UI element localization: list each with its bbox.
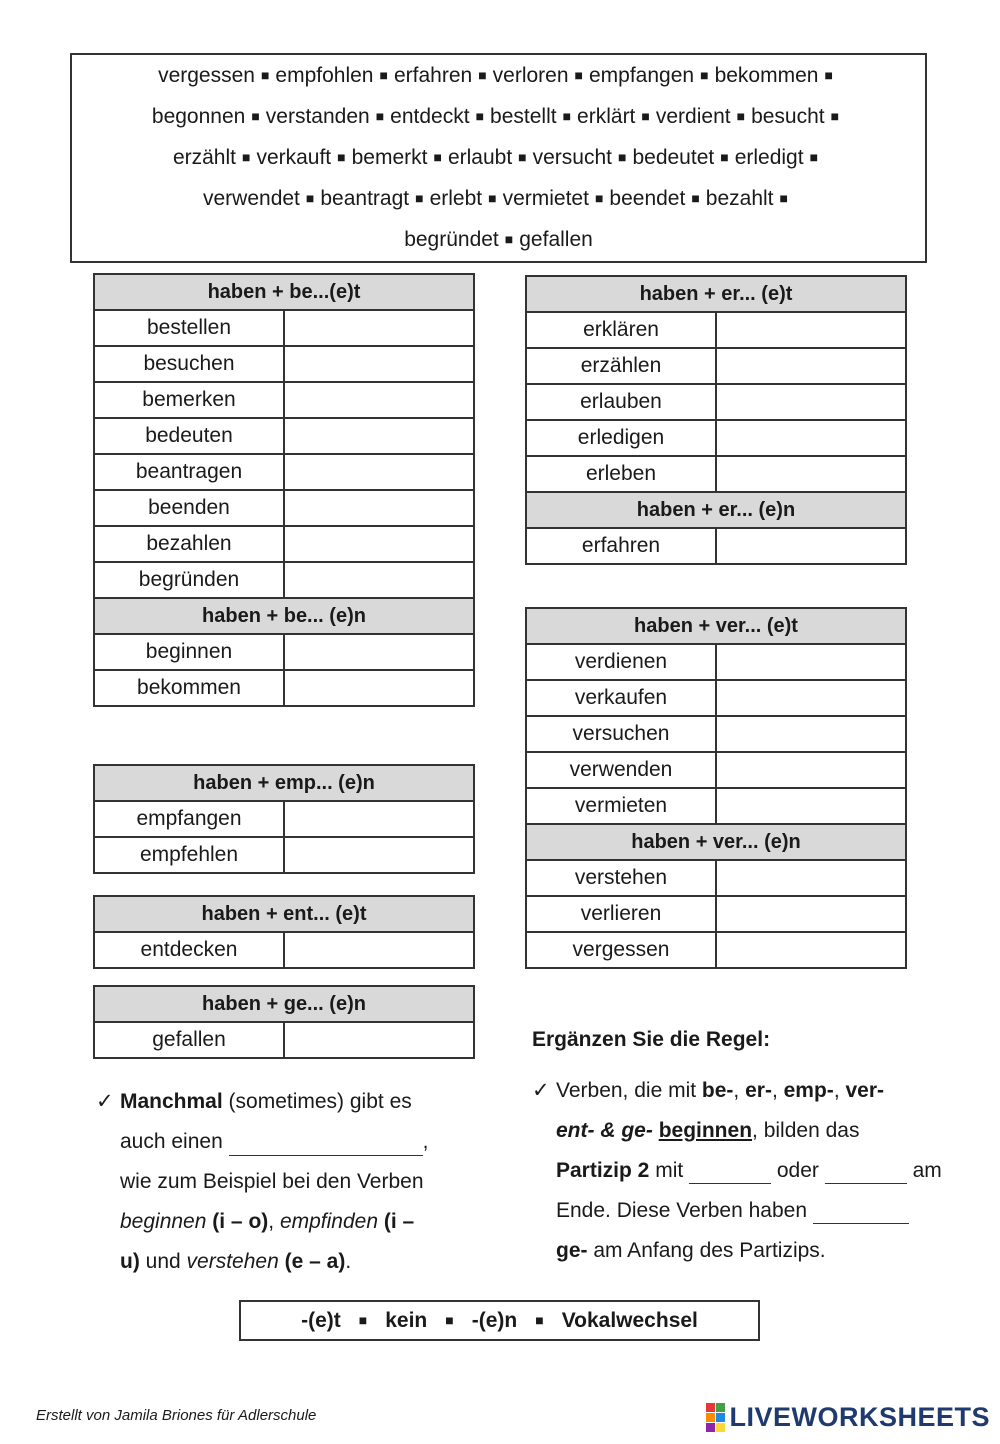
- word-bank-word: erklärt: [577, 104, 636, 128]
- table-be-et: [93, 273, 475, 707]
- option-word: -(e)t: [301, 1308, 341, 1332]
- separator-square: ■: [415, 189, 424, 206]
- participle-input[interactable]: [723, 682, 903, 714]
- participle-input[interactable]: [723, 314, 903, 346]
- word-bank-word: verdient: [655, 104, 731, 128]
- separator-square: ■: [260, 66, 270, 83]
- participle-input[interactable]: [723, 530, 903, 562]
- check-icon: ✓: [96, 1090, 114, 1113]
- participle-input[interactable]: [291, 384, 471, 416]
- logo-tile: [706, 1423, 715, 1432]
- participle-input[interactable]: [291, 1024, 471, 1056]
- separator-square: ■: [809, 148, 819, 165]
- table-row: [94, 1022, 474, 1058]
- separator-square: ■: [691, 189, 700, 206]
- verb-infinitive: verdienen: [526, 644, 716, 680]
- table-row: [94, 801, 474, 837]
- word-bank-word: verstanden: [265, 104, 370, 128]
- word-bank-word: entdeckt: [390, 104, 470, 128]
- participle-input[interactable]: [291, 420, 471, 452]
- prefix-be: be-: [701, 1079, 734, 1102]
- table-row: [526, 528, 906, 564]
- answer-cell: [284, 801, 474, 837]
- table-row: [94, 490, 474, 526]
- table-row: [94, 670, 474, 706]
- verb-infinitive: empfehlen: [94, 837, 284, 873]
- word-bank-word: begonnen: [151, 104, 246, 128]
- rule-text: ✓ Verben, die mit be-, er-, emp-, ver- ent- & ge- beginnen, bilden das Partizip 2 mit oder am Ende. Diese Verben haben ge- am Anfang des Partizips.: [532, 1071, 972, 1271]
- option-word: kein: [385, 1308, 428, 1332]
- blank-ending-1[interactable]: [689, 1160, 771, 1184]
- table-row: [94, 562, 474, 598]
- table-row: [526, 420, 906, 456]
- table-er: [525, 275, 907, 565]
- table-heading: haben + ge... (e)n: [94, 986, 474, 1022]
- answer-cell: [284, 418, 474, 454]
- note-vowels-2b: u): [120, 1250, 140, 1273]
- table-row: [94, 382, 474, 418]
- separator-square: ■: [478, 66, 487, 83]
- prefix-ge: ge-: [621, 1119, 653, 1142]
- separator-square: ■: [488, 189, 497, 206]
- separator-square: ■: [700, 66, 709, 83]
- table-heading: haben + be...(e)t: [94, 274, 474, 310]
- word-bank-word: beantragt: [320, 186, 410, 210]
- note-comma-2: ,: [268, 1210, 275, 1233]
- table-row: [526, 456, 906, 492]
- table-heading: haben + ver... (e)t: [526, 608, 906, 644]
- table-row: [94, 310, 474, 346]
- verb-infinitive: beginnen: [94, 634, 284, 670]
- word-bank-word: versucht: [532, 145, 612, 169]
- verb-infinitive: besuchen: [94, 346, 284, 382]
- participle-input[interactable]: [291, 528, 471, 560]
- separator-square: ■: [358, 1311, 368, 1328]
- separator-square: ■: [251, 107, 260, 124]
- verb-infinitive: begründen: [94, 562, 284, 598]
- participle-input[interactable]: [723, 934, 903, 966]
- participle-input[interactable]: [291, 492, 471, 524]
- participle-input[interactable]: [723, 718, 903, 750]
- brand-text: LIVEWORKSHEETS: [729, 1402, 990, 1432]
- separator-square: ■: [779, 189, 788, 206]
- verb-infinitive: erzählen: [526, 348, 716, 384]
- answer-cell: [716, 312, 906, 348]
- verb-infinitive: verkaufen: [526, 680, 716, 716]
- rule-beginnen: beginnen: [658, 1119, 753, 1142]
- table-row: [526, 860, 906, 896]
- verb-infinitive: erfahren: [526, 528, 716, 564]
- answer-cell: [716, 788, 906, 824]
- answer-cell: [284, 310, 474, 346]
- verb-infinitive: gefallen: [94, 1022, 284, 1058]
- answer-cell: [284, 670, 474, 706]
- word-bank-word: bezahlt: [705, 186, 774, 210]
- word-bank-word: bekommen: [714, 63, 819, 87]
- verb-infinitive: beenden: [94, 490, 284, 526]
- verb-infinitive: versuchen: [526, 716, 716, 752]
- rule-mit: mit: [649, 1159, 690, 1182]
- answer-cell: [716, 680, 906, 716]
- note-line2: auch einen: [120, 1130, 229, 1153]
- word-bank-word: vermietet: [502, 186, 589, 210]
- verb-infinitive: verlieren: [526, 896, 716, 932]
- word-bank-word: empfangen: [589, 63, 695, 87]
- word-bank-word: vergessen: [158, 63, 255, 87]
- table-row: [94, 418, 474, 454]
- table-ver: [525, 607, 907, 969]
- table-row: [526, 348, 906, 384]
- note-vowels-2a: (i –: [383, 1210, 415, 1233]
- note-verb-empfinden: empfinden: [279, 1210, 379, 1233]
- participle-input[interactable]: [723, 422, 903, 454]
- logo-tile: [716, 1413, 725, 1422]
- word-bank-line: [158, 56, 839, 97]
- verb-infinitive: empfangen: [94, 801, 284, 837]
- verb-infinitive: vermieten: [526, 788, 716, 824]
- table-row: [94, 526, 474, 562]
- table-row: [526, 312, 906, 348]
- answer-cell: [284, 634, 474, 670]
- prefix-ver: ver-: [845, 1079, 885, 1102]
- answer-cell: [716, 456, 906, 492]
- participle-input[interactable]: [291, 312, 471, 344]
- note-line1: (sometimes) gibt es: [222, 1090, 412, 1113]
- separator-square: ■: [641, 107, 650, 124]
- logo-icon: [706, 1403, 725, 1432]
- separator-square: ■: [720, 148, 729, 165]
- participle-input[interactable]: [723, 386, 903, 418]
- logo-tile: [706, 1403, 715, 1412]
- answer-cell: [716, 644, 906, 680]
- rule-line2: , bilden das: [752, 1119, 860, 1142]
- blank-vowel-change[interactable]: [229, 1131, 423, 1156]
- separator-square: ■: [562, 107, 572, 124]
- rule-ge: ge-: [556, 1239, 588, 1262]
- logo-tile: [706, 1413, 715, 1422]
- answer-cell: [716, 752, 906, 788]
- word-bank-word: verkauft: [256, 145, 332, 169]
- rule-am: am: [906, 1159, 942, 1182]
- table-heading: haben + ent... (e)t: [94, 896, 474, 932]
- verb-infinitive: bedeuten: [94, 418, 284, 454]
- table-heading: haben + er... (e)n: [526, 492, 906, 528]
- participle-input[interactable]: [723, 754, 903, 786]
- check-icon: ✓: [532, 1079, 550, 1102]
- participle-input[interactable]: [723, 458, 903, 490]
- participle-input[interactable]: [723, 350, 903, 382]
- participle-input[interactable]: [291, 839, 471, 871]
- participle-input[interactable]: [291, 348, 471, 380]
- table-ge-en: [93, 985, 475, 1059]
- note-verb-verstehen: verstehen: [186, 1250, 279, 1273]
- word-bank-word: empfohlen: [275, 63, 374, 87]
- participle-input[interactable]: [291, 564, 471, 596]
- options-box: [239, 1300, 760, 1341]
- word-bank-line: [152, 97, 845, 138]
- table-row: [526, 896, 906, 932]
- table-row: [526, 680, 906, 716]
- separator-square: ■: [475, 107, 485, 124]
- word-bank-word: erfahren: [393, 63, 473, 87]
- table-row: [526, 752, 906, 788]
- answer-cell: [284, 562, 474, 598]
- rule-line1: Verben, die mit: [556, 1079, 702, 1102]
- answer-cell: [716, 528, 906, 564]
- answer-cell: [716, 348, 906, 384]
- word-bank-word: beendet: [609, 186, 686, 210]
- word-bank-word: begründet: [404, 227, 499, 251]
- table-row: [526, 716, 906, 752]
- answer-cell: [284, 932, 474, 968]
- logo-tile: [716, 1423, 725, 1432]
- credit: Erstellt von Jamila Briones für Adlerschule: [36, 1407, 317, 1424]
- separator-square: ■: [736, 107, 746, 124]
- separator-square: ■: [518, 148, 527, 165]
- rule-oder: oder: [771, 1159, 825, 1182]
- note-comma: ,: [422, 1130, 429, 1153]
- answer-cell: [716, 860, 906, 896]
- liveworksheets-logo: [706, 1402, 990, 1433]
- participle-input[interactable]: [723, 790, 903, 822]
- note-verb-beginnen: beginnen: [120, 1210, 207, 1233]
- participle-input[interactable]: [723, 646, 903, 678]
- word-bank-word: gefallen: [519, 227, 593, 251]
- word-bank-word: besucht: [751, 104, 825, 128]
- participle-input[interactable]: [723, 862, 903, 894]
- answer-cell: [716, 384, 906, 420]
- table-row: [94, 634, 474, 670]
- word-bank-line: [203, 179, 794, 220]
- separator-square: ■: [305, 189, 315, 206]
- verb-infinitive: erklären: [526, 312, 716, 348]
- answer-cell: [284, 346, 474, 382]
- separator-square: ■: [574, 66, 583, 83]
- word-bank-word: erlebt: [429, 186, 483, 210]
- note-sometimes: [96, 1082, 496, 1282]
- prefix-ent: ent-: [556, 1119, 595, 1142]
- separator-square: ■: [618, 148, 627, 165]
- verb-infinitive: bestellen: [94, 310, 284, 346]
- separator-square: ■: [433, 148, 442, 165]
- table-row: [526, 932, 906, 968]
- logo-tile: [716, 1403, 725, 1412]
- answer-cell: [716, 420, 906, 456]
- separator-square: ■: [504, 230, 514, 247]
- participle-input[interactable]: [291, 636, 471, 668]
- verb-infinitive: erlauben: [526, 384, 716, 420]
- rule-line5: am Anfang des Partizips.: [587, 1239, 826, 1262]
- table-ent-et: [93, 895, 475, 969]
- note-period: .: [345, 1250, 352, 1273]
- prefix-emp: emp-: [783, 1079, 834, 1102]
- table-row: [94, 346, 474, 382]
- table-heading: haben + be... (e)n: [94, 598, 474, 634]
- table-row: [94, 837, 474, 873]
- answer-cell: [284, 454, 474, 490]
- table-row: [526, 384, 906, 420]
- separator-square: ■: [594, 189, 604, 206]
- verb-infinitive: vergessen: [526, 932, 716, 968]
- note-vowels-3: (e – a): [284, 1250, 346, 1273]
- blank-kein[interactable]: [813, 1200, 909, 1224]
- separator-square: ■: [830, 107, 840, 124]
- word-bank-line: [173, 138, 824, 179]
- rule-line4: Ende. Diese Verben haben: [556, 1199, 813, 1222]
- participle-input[interactable]: [723, 898, 903, 930]
- note-manchmal: Manchmal: [120, 1090, 223, 1113]
- participle-input[interactable]: [291, 934, 471, 966]
- participle-input[interactable]: [291, 456, 471, 488]
- separator-square: ■: [337, 148, 346, 165]
- separator-square: ■: [379, 66, 388, 83]
- rule-title: Ergänzen Sie die Regel:: [532, 1028, 771, 1051]
- answer-cell: [716, 716, 906, 752]
- word-bank-word: bemerkt: [351, 145, 428, 169]
- answer-cell: [716, 896, 906, 932]
- verb-infinitive: entdecken: [94, 932, 284, 968]
- word-bank-word: bedeutet: [632, 145, 715, 169]
- separator-square: ■: [824, 66, 833, 83]
- word-bank-line: [404, 220, 593, 261]
- word-bank-word: verwendet: [203, 186, 300, 210]
- verb-infinitive: erledigen: [526, 420, 716, 456]
- answer-cell: [284, 837, 474, 873]
- answer-cell: [284, 382, 474, 418]
- rule-partizip: Partizip 2: [556, 1159, 650, 1182]
- separator-square: ■: [241, 148, 251, 165]
- answer-cell: [716, 932, 906, 968]
- word-bank-word: verloren: [492, 63, 569, 87]
- separator-square: ■: [535, 1311, 544, 1328]
- participle-input[interactable]: [291, 672, 471, 704]
- verb-infinitive: verwenden: [526, 752, 716, 788]
- answer-cell: [284, 1022, 474, 1058]
- verb-infinitive: bekommen: [94, 670, 284, 706]
- separator-square: ■: [375, 107, 385, 124]
- word-bank: [70, 53, 927, 263]
- word-bank-word: erzählt: [172, 145, 236, 169]
- table-heading: haben + ver... (e)n: [526, 824, 906, 860]
- word-bank-word: erlaubt: [447, 145, 513, 169]
- answer-cell: [284, 490, 474, 526]
- note-und: und: [139, 1250, 187, 1273]
- note-line3: wie zum Beispiel bei den Verben: [120, 1170, 424, 1193]
- note-vowels-1: (i – o): [212, 1210, 269, 1233]
- table-row: [526, 788, 906, 824]
- verb-infinitive: erleben: [526, 456, 716, 492]
- separator-square: ■: [445, 1311, 454, 1328]
- verb-infinitive: beantragen: [94, 454, 284, 490]
- rule-amp: &: [594, 1119, 622, 1142]
- answer-cell: [284, 526, 474, 562]
- table-emp-en: [93, 764, 475, 874]
- table-row: [94, 454, 474, 490]
- word-bank-word: erledigt: [734, 145, 804, 169]
- verb-infinitive: verstehen: [526, 860, 716, 896]
- blank-ending-2[interactable]: [825, 1160, 907, 1184]
- table-row: [94, 932, 474, 968]
- verb-infinitive: bemerken: [94, 382, 284, 418]
- prefix-er: er-: [745, 1079, 772, 1102]
- word-bank-word: bestellt: [490, 104, 557, 128]
- option-word: -(e)n: [471, 1308, 518, 1332]
- option-word: Vokalwechsel: [561, 1308, 698, 1332]
- table-heading: haben + er... (e)t: [526, 276, 906, 312]
- participle-input[interactable]: [291, 803, 471, 835]
- verb-infinitive: bezahlen: [94, 526, 284, 562]
- table-heading: haben + emp... (e)n: [94, 765, 474, 801]
- table-row: [526, 644, 906, 680]
